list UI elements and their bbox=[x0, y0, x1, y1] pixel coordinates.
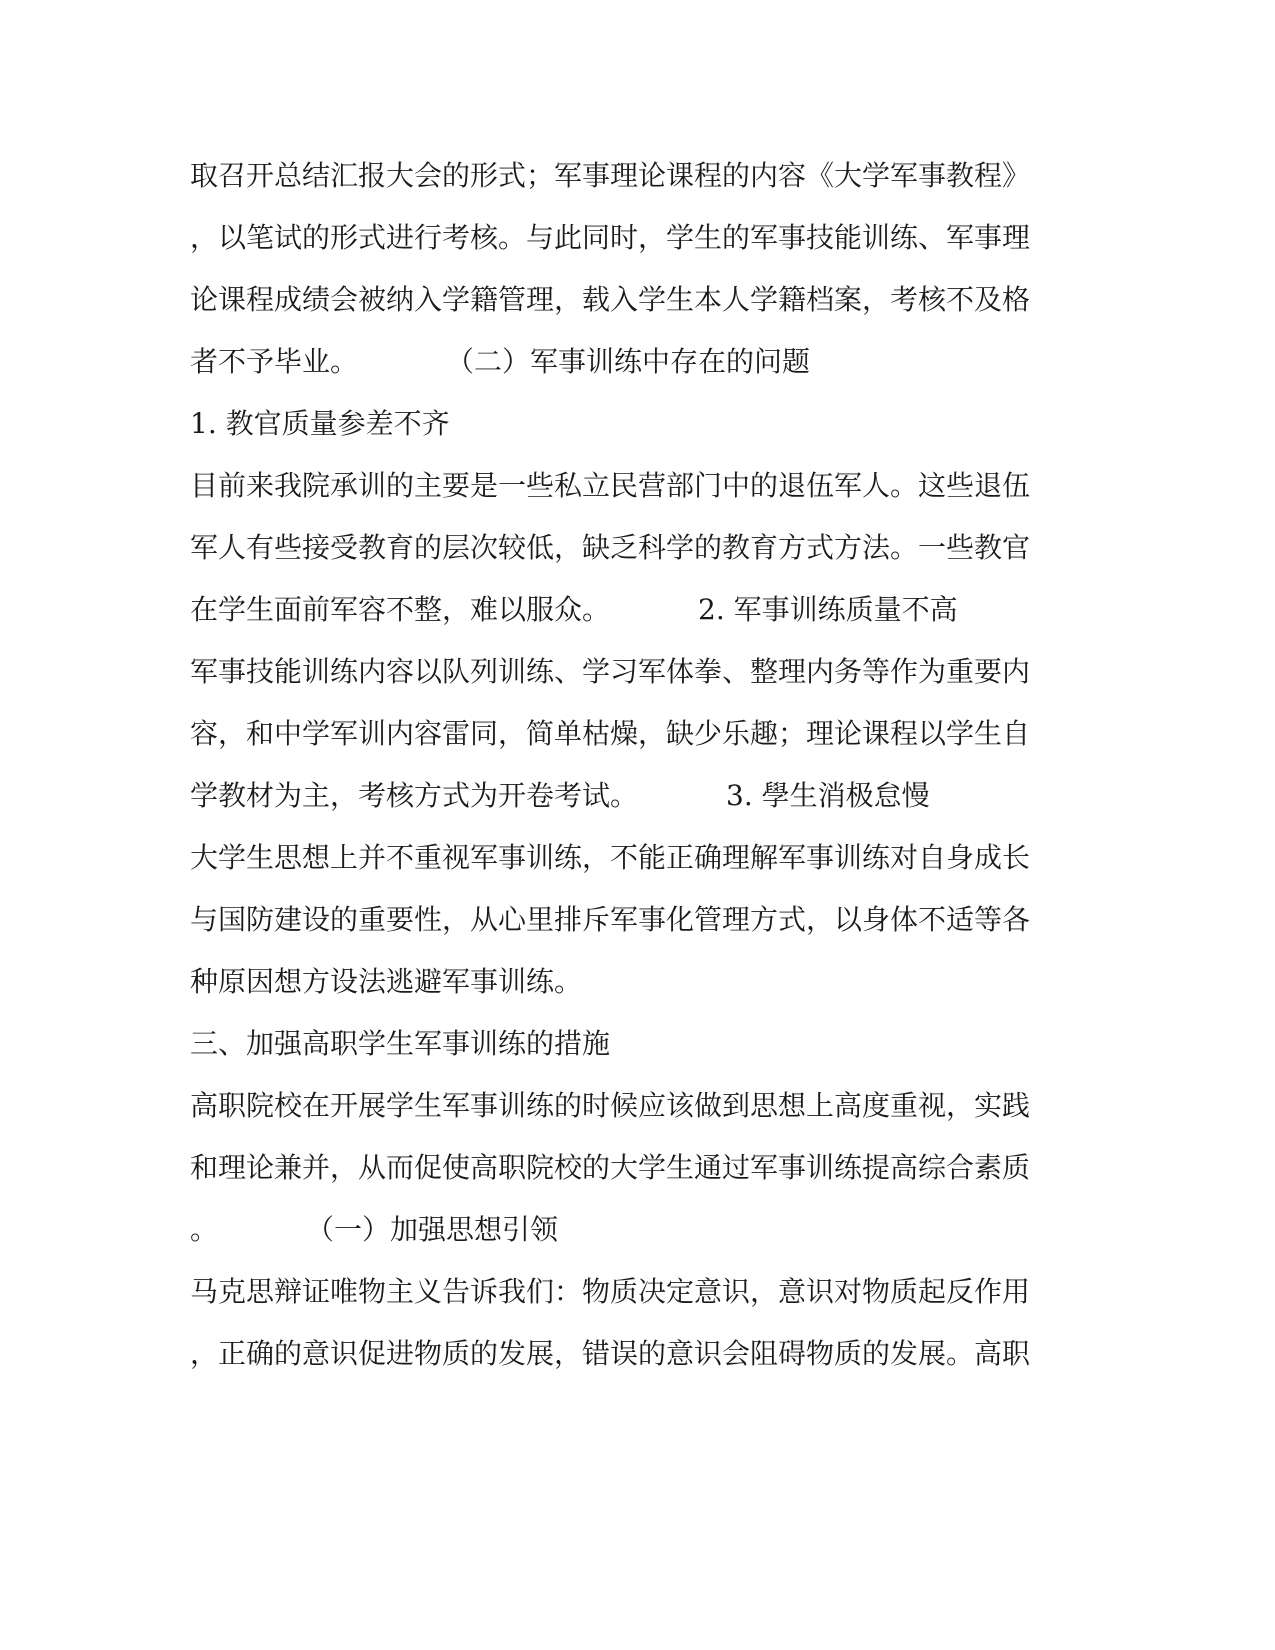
text-line: 容，和中学军训内容雷同，简单枯燥，缺少乐趣；理论课程以学生自 bbox=[190, 717, 1031, 750]
text-line: 论课程成绩会被纳入学籍管理，载入学生本人学籍档案，考核不及格 bbox=[190, 283, 1031, 316]
text-line bbox=[190, 338, 1070, 386]
subsection-heading: 3. 學生消极怠慢 bbox=[726, 779, 930, 812]
sentence-end: 者不予毕业。 bbox=[190, 345, 359, 378]
subsection-heading: 1. 教官质量参差不齐 bbox=[190, 407, 450, 440]
text-line: ，正确的意识促进物质的发展，错误的意识会阻碍物质的发展。高职 bbox=[190, 1337, 1031, 1370]
text-line: 与国防建设的重要性，从心里排斥军事化管理方式，以身体不适等各 bbox=[190, 903, 1031, 936]
text-line: 和理论兼并，从而促使高职院校的大学生通过军事训练提高综合素质 bbox=[190, 1151, 1031, 1184]
text-line: 取召开总结汇报大会的形式；军事理论课程的内容《大学军事教程》 bbox=[190, 159, 1031, 192]
section-heading: （二）军事训练中存在的问题 bbox=[446, 345, 811, 378]
sentence-end: 在学生面前军容不整，难以服众。 bbox=[190, 593, 611, 626]
text-line: 大学生思想上并不重视军事训练，不能正确理解军事训练对自身成长 bbox=[190, 841, 1031, 874]
text-line: 高职院校在开展学生军事训练的时候应该做到思想上高度重视，实践 bbox=[190, 1089, 1031, 1122]
text-line: 种原因想方设法逃避军事训练。 bbox=[190, 965, 583, 998]
text-line: ，以笔试的形式进行考核。与此同时，学生的军事技能训练、军事理 bbox=[190, 221, 1031, 254]
section-heading: （一）加强思想引领 bbox=[306, 1213, 559, 1246]
subsection-heading: 2. 军事训练质量不高 bbox=[698, 593, 958, 626]
text-line: 军人有些接受教育的层次较低，缺乏科学的教育方式方法。一些教官 bbox=[190, 531, 1031, 564]
text-line bbox=[190, 586, 1070, 634]
text-line bbox=[190, 772, 1070, 820]
sentence-end: 。 bbox=[190, 1213, 219, 1246]
text-line: 目前来我院承训的主要是一些私立民营部门中的退伍军人。这些退伍 bbox=[190, 469, 1031, 502]
text-line: 马克思辩证唯物主义告诉我们：物质决定意识，意识对物质起反作用 bbox=[190, 1275, 1031, 1308]
sentence-end: 学教材为主，考核方式为开卷考试。 bbox=[190, 779, 639, 812]
text-line: 军事技能训练内容以队列训练、学习军体拳、整理内务等作为重要内 bbox=[190, 655, 1031, 688]
text-line bbox=[190, 1206, 1070, 1254]
section-heading: 三、加强高职学生军事训练的措施 bbox=[190, 1027, 611, 1060]
